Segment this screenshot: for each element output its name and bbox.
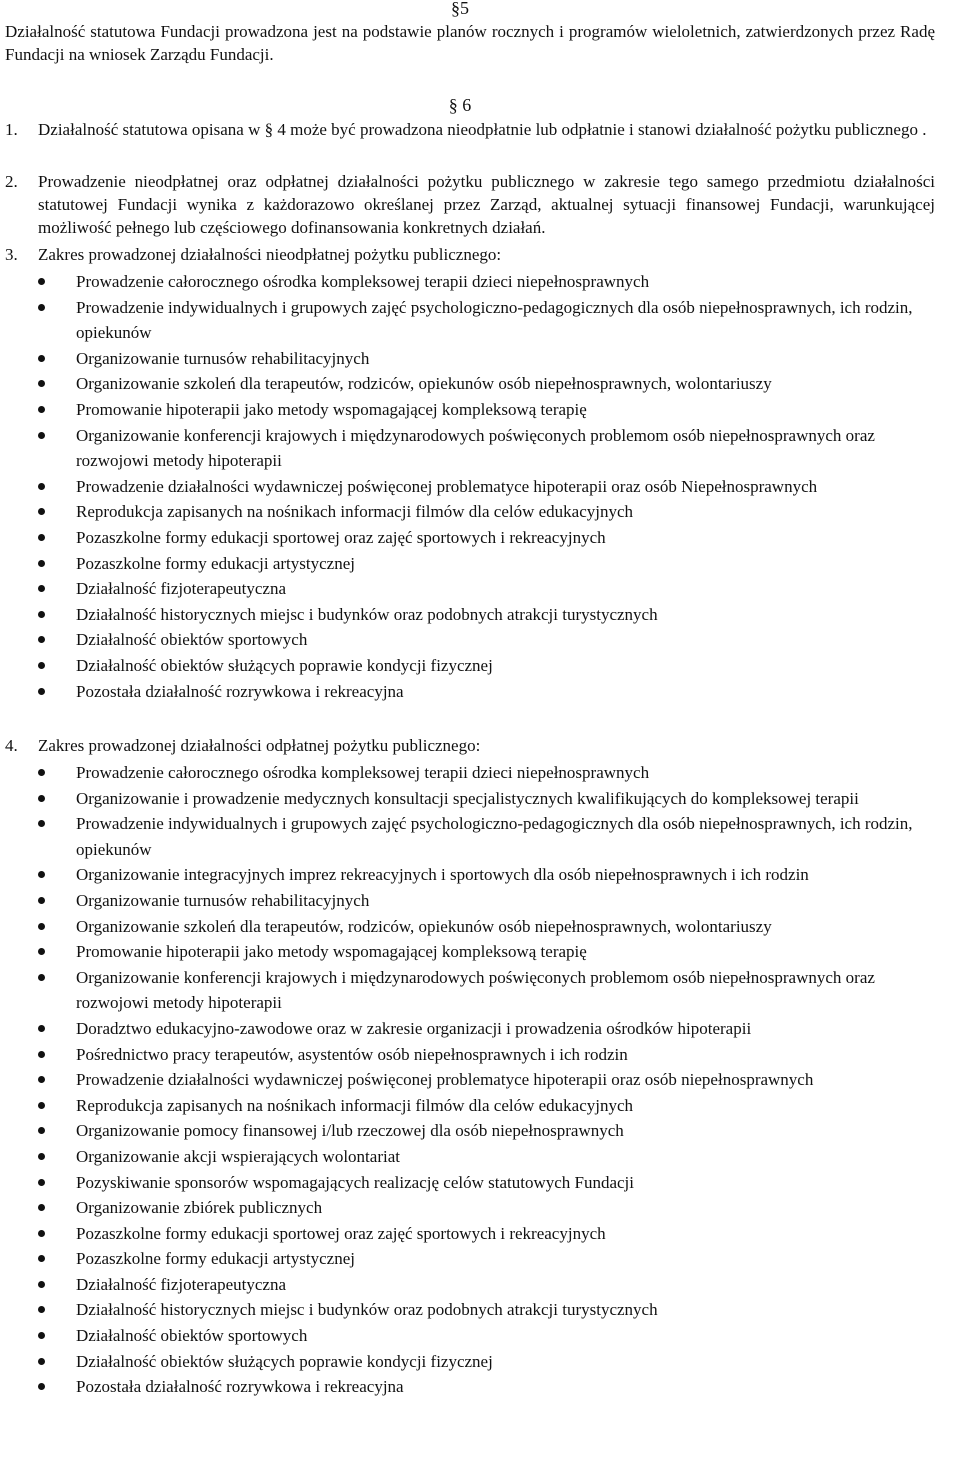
list-item-text: Organizowanie szkoleń dla terapeutów, rodziców, opiekunów osób niepełnosprawnych, wolontariuszy [76, 916, 772, 936]
bullet-icon [38, 795, 45, 802]
bullet-icon [38, 611, 45, 618]
section-5-paragraph: Działalność statutowa Fundacji prowadzona jest na podstawie planów rocznych i programów wieloletnich, zatwierdzonych przez Radę Fundacji na wniosek Zarządu Fundacji. [5, 22, 935, 64]
list-item-text: Prowadzenie całorocznego ośrodka kompleksowej terapii dzieci niepełnosprawnych [76, 272, 650, 291]
list-item [0, 965, 940, 1016]
list-item [0, 1067, 940, 1093]
list-item [0, 269, 940, 295]
list-item [0, 1144, 940, 1170]
list-item-text: Organizowanie konferencji krajowych i międzynarodowych poświęconych problemom osób niepełnosprawnych oraz rozwojowi metody hipoterapii [76, 967, 875, 1013]
section-6-point-2 [5, 170, 935, 239]
point-number: 1. [5, 120, 18, 139]
list-item [0, 888, 940, 914]
bullet-icon [38, 1332, 45, 1339]
list-item-text: Działalność historycznych miejsc i budynków oraz podobnych atrakcji turystycznych [76, 604, 658, 624]
list-item [0, 602, 940, 628]
point-text: Prowadzenie nieodpłatnej oraz odpłatnej działalności pożytku publicznego w zakresie tego samego przedmiotu działalności statutowej Fundacji wynika z każdorazowo określanej przez Zarząd, aktualnej sytuacji finansowej Fundacji, warunkującej możliwość pełnego lub częściowego dofinansowania konkretnych działań. [38, 172, 935, 237]
bullet-icon [38, 636, 45, 643]
bullet-icon [38, 1127, 45, 1134]
list-item-text: Pozaszkolne formy edukacji sportowej oraz zajęć sportowych i rekreacyjnych [76, 1223, 606, 1243]
list-item [0, 295, 940, 346]
bullet-icon [38, 355, 45, 362]
bullet-icon [38, 1051, 45, 1058]
bullet-icon [38, 1076, 45, 1083]
section-5-heading: §5 [451, 0, 469, 18]
list-item-text: Prowadzenie działalności wydawniczej poświęconej problematyce hipoterapii oraz osób niepełnosprawnych [76, 1070, 814, 1090]
bullet-icon [38, 534, 45, 541]
bullet-icon [38, 406, 45, 413]
list-item-text: Prowadzenie indywidualnych i grupowych zajęć psychologiczno-pedagogicznych dla osób niepełnosprawnych, ich rodzin, opiekunów [76, 297, 913, 343]
bullet-icon [38, 432, 45, 439]
section-6-point-4 [5, 734, 935, 757]
list-item [0, 1093, 940, 1119]
bullet-icon [38, 923, 45, 930]
bullet-icon [38, 1102, 45, 1109]
list-item-text: Pozaszkolne formy edukacji sportowej oraz zajęć sportowych i rekreacyjnych [76, 527, 606, 547]
list-item-text: Promowanie hipoterapii jako metody wspomagającej kompleksową terapię [76, 942, 587, 962]
section-6-point-1 [5, 118, 935, 141]
list-item-text: Pozostała działalność rozrywkowa i rekreacyjna [76, 1377, 404, 1397]
list-item-text: Działalność obiektów sportowych [76, 630, 308, 650]
free-activities-list [0, 269, 940, 704]
section-6-point-3 [5, 243, 935, 266]
list-item [0, 474, 940, 500]
bullet-icon [38, 585, 45, 592]
list-item [0, 423, 940, 474]
list-item-text: Działalność obiektów sportowych [76, 1326, 308, 1346]
list-item [0, 1195, 940, 1221]
list-item-text: Działalność historycznych miejsc i budynków oraz podobnych atrakcji turystycznych [76, 1300, 658, 1320]
list-item-text: Organizowanie pomocy finansowej i/lub rzeczowej dla osób niepełnosprawnych [76, 1121, 624, 1141]
list-item [0, 939, 940, 965]
bullet-icon [38, 304, 45, 311]
bullet-icon [38, 1230, 45, 1237]
point-intro: Zakres prowadzonej działalności odpłatnej pożytku publicznego: [38, 736, 481, 755]
bullet-icon [38, 1025, 45, 1032]
bullet-icon [38, 769, 45, 776]
bullet-icon [38, 483, 45, 490]
list-item-text: Organizowanie konferencji krajowych i międzynarodowych poświęconych problemom osób niepełnosprawnych oraz rozwojowi metody hipoterapii [76, 425, 875, 471]
list-item-text: Organizowanie szkoleń dla terapeutów, rodziców, opiekunów osób niepełnosprawnych, wolontariuszy [76, 374, 772, 394]
list-item [0, 914, 940, 940]
list-item [0, 1323, 940, 1349]
list-item [0, 1016, 940, 1042]
point-text: Działalność statutowa opisana w § 4 może być prowadzona nieodpłatnie lub odpłatnie i stanowi działalność pożytku publicznego . [38, 120, 927, 139]
bullet-icon [38, 662, 45, 669]
point-number: 4. [5, 736, 18, 755]
bullet-icon [38, 560, 45, 567]
list-item-text: Prowadzenie całorocznego ośrodka kompleksowej terapii dzieci niepełnosprawnych [76, 763, 650, 782]
list-item [0, 576, 940, 602]
list-item [0, 1221, 940, 1247]
bullet-icon [38, 1383, 45, 1390]
bullet-icon [38, 380, 45, 387]
list-item [0, 653, 940, 679]
list-item [0, 1349, 940, 1375]
list-item [0, 627, 940, 653]
list-item [0, 760, 940, 786]
list-item-text: Działalność obiektów służących poprawie kondycji fizycznej [76, 1351, 493, 1371]
list-item-text: Organizowanie integracyjnych imprez rekreacyjnych i sportowych dla osób niepełnosprawnych i ich rodzin [76, 865, 809, 885]
point-number: 3. [5, 245, 18, 264]
bullet-icon [38, 1358, 45, 1365]
list-item-text: Prowadzenie indywidualnych i grupowych zajęć psychologiczno-pedagogicznych dla osób niepełnosprawnych, ich rodzin, opiekunów [76, 814, 913, 859]
list-item [0, 1374, 940, 1400]
list-item [0, 1042, 940, 1068]
list-item [0, 1246, 940, 1272]
list-item-text: Działalność fizjoterapeutyczna [76, 1274, 287, 1294]
list-item-text: Działalność fizjoterapeutyczna [76, 579, 287, 599]
bullet-icon [38, 948, 45, 955]
list-item [0, 786, 940, 812]
bullet-icon [38, 1204, 45, 1211]
bullet-icon [38, 974, 45, 981]
list-item-text: Organizowanie akcji wspierających wolontariat [76, 1146, 400, 1166]
list-item-text: Promowanie hipoterapii jako metody wspomagającej kompleksową terapię [76, 399, 587, 419]
list-item [0, 1170, 940, 1196]
list-item-text: Pośrednictwo pracy terapeutów, asystentów osób niepełnosprawnych i ich rodzin [76, 1044, 628, 1064]
list-item-text: Reprodukcja zapisanych na nośnikach informacji filmów dla celów edukacyjnych [76, 502, 634, 522]
section-6-heading: § 6 [448, 95, 472, 115]
list-item-text: Działalność obiektów służących poprawie kondycji fizycznej [76, 655, 493, 675]
bullet-icon [38, 897, 45, 904]
list-item [0, 397, 940, 423]
bullet-icon [38, 508, 45, 515]
bullet-icon [38, 688, 45, 695]
bullet-icon [38, 871, 45, 878]
list-item [0, 346, 940, 372]
bullet-icon [38, 278, 45, 285]
bullet-icon [38, 1306, 45, 1313]
bullet-icon [38, 1179, 45, 1186]
bullet-icon [38, 1281, 45, 1288]
list-item [0, 1297, 940, 1323]
list-item-text: Doradztwo edukacyjno-zawodowe oraz w zakresie organizacji i prowadzenia ośrodków hipoterapii [76, 1018, 752, 1038]
list-item [0, 551, 940, 577]
paid-activities-list [0, 760, 940, 1400]
list-item-text: Reprodukcja zapisanych na nośnikach informacji filmów dla celów edukacyjnych [76, 1095, 634, 1115]
list-item-text: Pozostała działalność rozrywkowa i rekreacyjna [76, 681, 404, 701]
list-item [0, 371, 940, 397]
list-item [0, 499, 940, 525]
point-number: 2. [5, 172, 18, 191]
list-item [0, 525, 940, 551]
list-item [0, 679, 940, 705]
list-item-text: Organizowanie turnusów rehabilitacyjnych [76, 890, 370, 910]
bullet-icon [38, 820, 45, 827]
list-item-text: Pozyskiwanie sponsorów wspomagających realizację celów statutowych Fundacji [76, 1172, 635, 1192]
list-item-text: Organizowanie turnusów rehabilitacyjnych [76, 348, 370, 368]
list-item-text: Organizowanie zbiórek publicznych [76, 1198, 323, 1218]
list-item-text: Pozaszkolne formy edukacji artystycznej [76, 553, 355, 573]
list-item-text: Pozaszkolne formy edukacji artystycznej [76, 1249, 355, 1269]
list-item [0, 811, 940, 862]
bullet-icon [38, 1153, 45, 1160]
list-item [0, 1272, 940, 1298]
bullet-icon [38, 1255, 45, 1262]
list-item [0, 1118, 940, 1144]
list-item [0, 862, 940, 888]
list-item-text: Prowadzenie działalności wydawniczej poświęconej problematyce hipoterapii oraz osób Niepełnosprawnych [76, 476, 818, 496]
list-item-text: Organizowanie i prowadzenie medycznych konsultacji specjalistycznych kwalifikujących do kompleksowej terapii [76, 788, 859, 808]
point-intro: Zakres prowadzonej działalności nieodpłatnej pożytku publicznego: [38, 245, 502, 264]
